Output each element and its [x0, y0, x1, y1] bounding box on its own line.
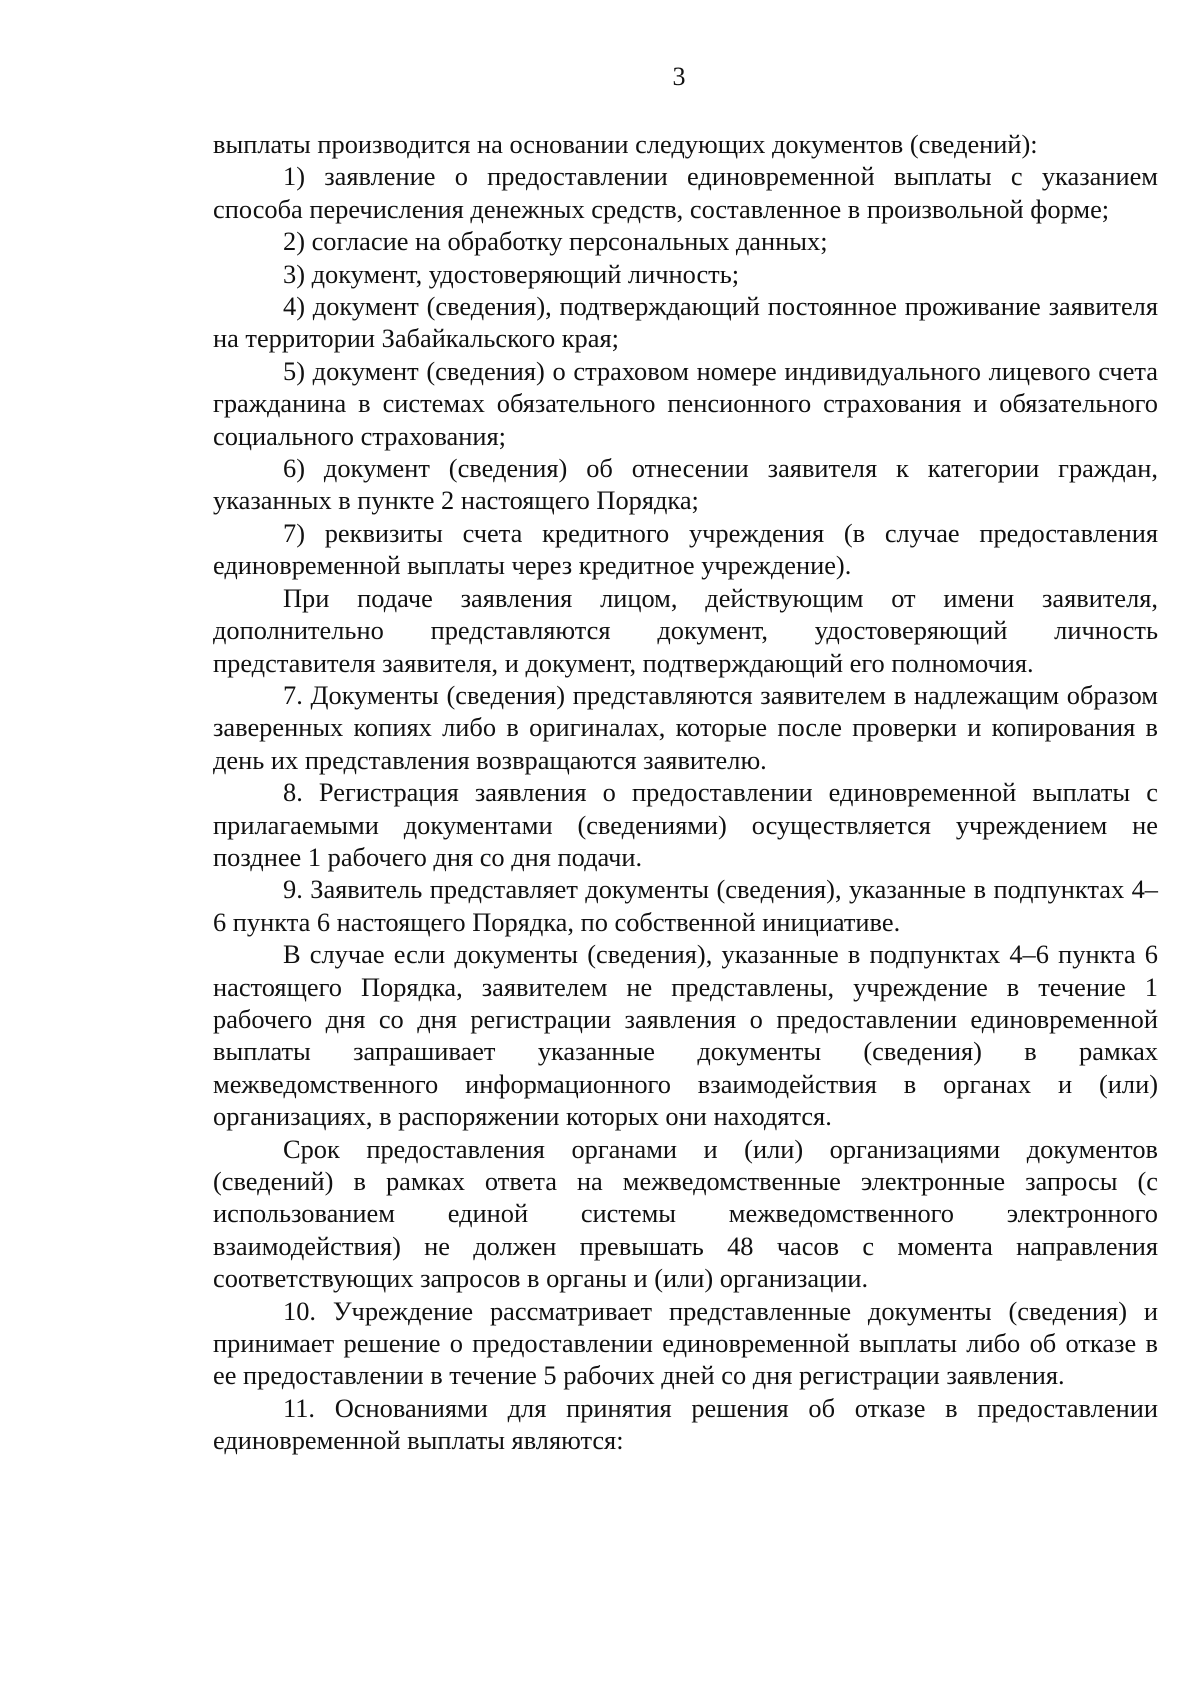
clause-9: 9. Заявитель представляет документы (сведения), указанные в подпунктах 4–6 пункта 6 настоящего Порядка, по собственной инициативе. [213, 874, 1158, 937]
list-item-1: 1) заявление о предоставлении единовременной выплаты с указанием способа перечисления денежных средств, составленное в произвольной форме; [213, 161, 1158, 224]
paragraph-intro: выплаты производится на основании следующих документов (сведений): [213, 129, 1038, 159]
page-number: 3 [672, 62, 686, 91]
paragraph-representative: При подаче заявления лицом, действующим от имени заявителя, дополнительно представляются документ, удостоверяющий личность представителя заявителя, и документ, подтверждающий его полномочия. [213, 582, 1158, 678]
list-item-4: 4) документ (сведения), подтверждающий постоянное проживание заявителя на территории Забайкальского края; [213, 291, 1158, 354]
list-item-5: 5) документ (сведения) о страховом номере индивидуального лицевого счета гражданина в системах обязательного пенсионного страхования и обязательного социального страхования; [213, 355, 1158, 451]
list-item-2: 2) согласие на обработку персональных данных; [283, 226, 828, 257]
paragraph-interagency-request: В случае если документы (сведения), указанные в подпунктах 4–6 пункта 6 настоящего Порядка, заявителем не представлены, учреждение в течение 1 рабочего дня со дня регистрации заявления о предоставлении единовременной выплаты запрашивает указанные документы (сведения) в рамках межведомственного информационного взаимодействия в органах и (или) организациях, в распоряжении которых они находятся. [213, 939, 1158, 1132]
paragraph-response-deadline: Срок предоставления органами и (или) организациями документов (сведений) в рамках ответа на межведомственные электронные запросы (с использованием единой системы межведомственного электронного взаимодействия) не должен превышать 48 часов с момента направления соответствующих запросов в органы и (или) организации. [213, 1133, 1158, 1294]
list-item-6: 6) документ (сведения) об отнесении заявителя к категории граждан, указанных в пункте 2 настоящего Порядка; [213, 453, 1158, 516]
list-item-7: 7) реквизиты счета кредитного учреждения (в случае предоставления единовременной выплаты через кредитное учреждение). [213, 517, 1158, 581]
list-item-3: 3) документ, удостоверяющий личность; [283, 258, 740, 289]
clause-11: 11. Основаниями для принятия решения об отказе в предоставлении единовременной выплаты являются: [213, 1392, 1158, 1456]
clause-8: 8. Регистрация заявления о предоставлении единовременной выплаты с прилагаемыми документами (сведениями) осуществляется учреждением не позднее 1 рабочего дня со дня подачи. [213, 777, 1158, 872]
clause-7: 7. Документы (сведения) представляются заявителем в надлежащим образом заверенных копиях либо в оригиналах, которые после проверки и копирования в день их представления возвращаются заявителю. [213, 679, 1158, 775]
document-body [213, 128, 1158, 1457]
clause-10: 10. Учреждение рассматривает представленные документы (сведения) и принимает решение о предоставлении единовременной выплаты либо об отказе в ее предоставлении в течение 5 рабочих дней со дня регистрации заявления. [213, 1295, 1158, 1391]
